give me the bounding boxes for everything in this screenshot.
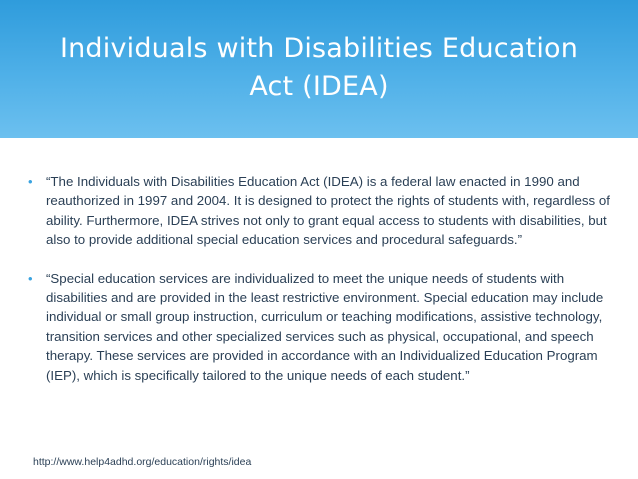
slide-title <box>20 30 618 106</box>
bullet-icon: • <box>28 270 33 286</box>
bullet-item-idea-law <box>28 172 613 250</box>
bullet-text: “The Individuals with Disabilities Education Act (IDEA) is a federal law enacted in 1990 and reauthorized in 1997 and 2004. It is designed to protect the rights of students with, regardless of ability. Furthermore, IDEA strives not only to grant equal access to students with disabilities, but also to provide additional special education services and procedural safeguards.” <box>46 174 610 248</box>
slide-title-line-1: Individuals with Disabilities Education <box>59 33 579 64</box>
bullet-list <box>28 172 613 404</box>
source-url: http://www.help4adhd.org/education/rights/idea <box>33 456 252 468</box>
bullet-text: “Special education services are individualized to meet the unique needs of students with disabilities and are provided in the least restrictive environment. Special education may include individual or small group instruction, curriculum or teaching modifications, assistive technology, transition services and other specialized services such as physical, occupational, and speech therapy. These services are provided in accordance with an Individualized Education Program (IEP), which is specifically tailored to the unique needs of each student.” <box>46 270 604 383</box>
bullet-icon: • <box>28 174 33 189</box>
slide-title-line-2: Act (IDEA) <box>249 71 389 102</box>
bullet-item-special-education <box>28 269 613 385</box>
